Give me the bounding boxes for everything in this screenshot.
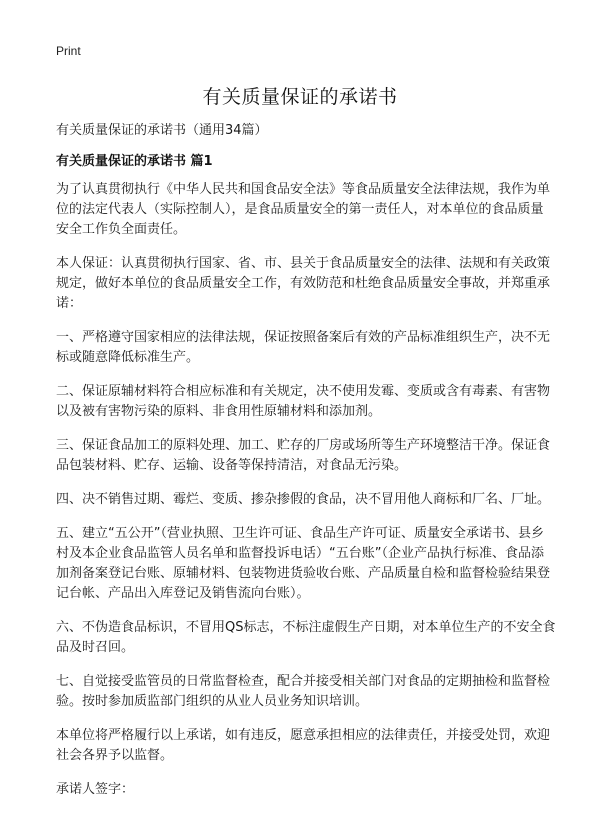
paragraph-item-4: 四、决不销售过期、霉烂、变质、掺杂掺假的食品，决不冒用他人商标和厂名、厂址。	[56, 492, 551, 507]
document-subtitle: 有关质量保证的承诺书（通用34篇）	[56, 123, 268, 138]
paragraph-item-6: 六、不伪造食品标识，不冒用QS标志，不标注虚假生产日期，对本单位生产的不安全食品及时召回。	[56, 620, 556, 655]
print-link[interactable]: Print	[56, 44, 81, 58]
page-title: 有关质量保证的承诺书	[202, 86, 398, 108]
section-heading: 有关质量保证的承诺书 篇1	[56, 154, 213, 169]
paragraph-item-2: 二、保证原辅材料符合相应标准和有关规定，决不使用发霉、变质或含有毒素、有害物以及被有害物污染的原料、非食用性原辅材料和添加剂。	[56, 384, 551, 419]
paragraph-item-1: 一、严格遵守国家相应的法律法规，保证按照备案后有效的产品标准组织生产，决不无标或随意降低标准生产。	[56, 330, 551, 365]
document-body	[56, 180, 556, 814]
paragraph-item-3: 三、保证食品加工的原料处理、加工、贮存的厂房或场所等生产环境整洁干净。保证食品包装材料、贮存、运输、设备等保持清洁，对食品无污染。	[56, 438, 551, 473]
paragraph-intro: 为了认真贯彻执行《中华人民共和国食品安全法》等食品质量安全法律法规，我作为单位的法定代表人（实际控制人），是食品质量安全的第一责任人，对本单位的食品质量安全工作负全面责任。	[56, 182, 551, 237]
paragraph-item-5: 五、建立“五公开”（营业执照、卫生许可证、食品生产许可证、质量安全承诺书、县乡村及本企业食品监管人员名单和监督投诉电话）“五台账”（企业产品执行标准、食品添加剂备案登记台账、原辅材料、包装物进货验收台账、产品质量自检和监督检验结果登记台帐、产品出入库登记及销售流向台账）。	[56, 526, 551, 601]
paragraph-item-7: 七、自觉接受监管员的日常监督检查，配合并接受相关部门对食品的定期抽检和监督检验。按时参加质监部门组织的从业人员业务知识培训。	[56, 674, 551, 709]
signature-line: 承诺人签字：	[56, 782, 135, 797]
paragraph-closing: 本单位将严格履行以上承诺，如有违反，愿意承担相应的法律责任，并接受处罚，欢迎社会各界予以监督。	[56, 728, 551, 763]
paragraph-guarantee: 本人保证：认真贯彻执行国家、省、市、县关于食品质量安全的法律、法规和有关政策规定，做好本单位的食品质量安全工作，有效防范和杜绝食品质量安全事故，并郑重承诺：	[56, 256, 551, 311]
